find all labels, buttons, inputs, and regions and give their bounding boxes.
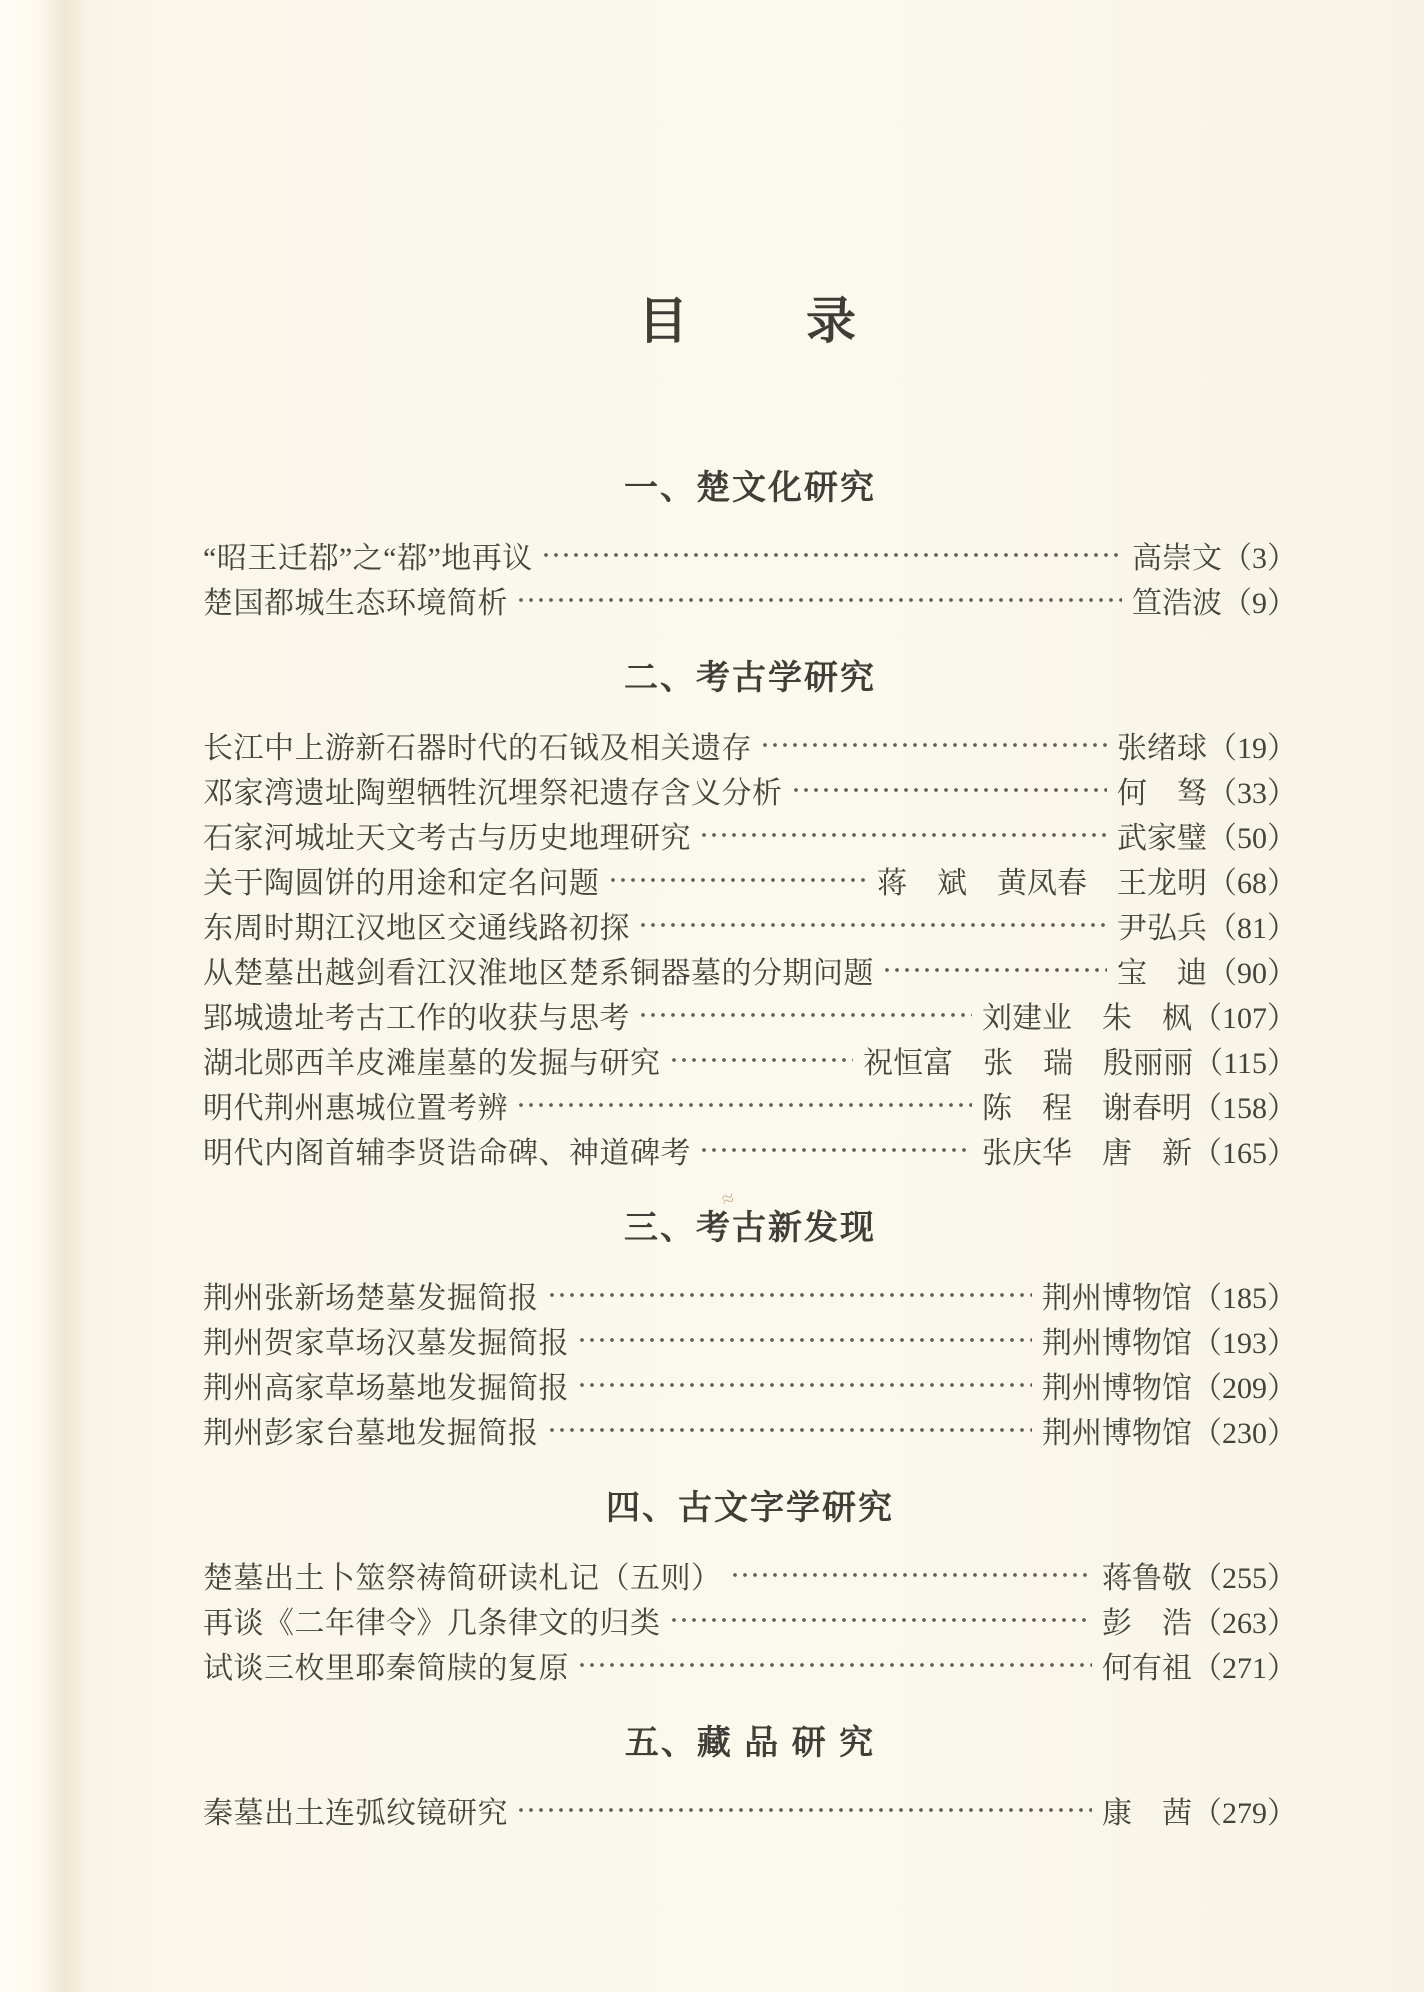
entry-title: 荆州彭家台墓地发掘简报 (203, 1416, 539, 1450)
entry-title: 明代荆州惠城位置考辨 (203, 1091, 508, 1125)
entry-title: 郢城遗址考古工作的收获与思考 (203, 1001, 630, 1035)
toc-entry (203, 1407, 1297, 1452)
entry-authors: 笪浩波 (1132, 586, 1222, 620)
entry-page-number: （50） (1207, 821, 1297, 855)
entry-authors: 刘建业 朱 枫 (982, 1001, 1192, 1035)
entry-title: 荆州高家草场墓地发掘简报 (203, 1371, 569, 1405)
entry-page-number: （158） (1192, 1091, 1297, 1125)
entry-authors: 张绪球 (1117, 731, 1207, 765)
entry-authors: 何 驽 (1117, 776, 1207, 810)
entry-authors: 祝恒富 张 瑞 殷丽丽 (863, 1046, 1194, 1080)
dot-leader (541, 532, 1122, 577)
entry-authors: 张庆华 唐 新 (982, 1136, 1192, 1170)
entry-title: 关于陶圆饼的用途和定名问题 (203, 866, 600, 900)
toc-entry (203, 1787, 1297, 1832)
entry-title: 东周时期江汉地区交通线路初探 (203, 911, 630, 945)
dot-leader (638, 902, 1107, 947)
dot-leader (516, 577, 1122, 622)
dot-leader (669, 1037, 854, 1082)
toc-entry (203, 722, 1297, 767)
toc-entry (203, 1082, 1297, 1127)
dot-leader (547, 1272, 1033, 1317)
entry-title: 秦墓出土连弧纹镜研究 (203, 1796, 508, 1830)
entry-authors: 宝 迪 (1117, 956, 1207, 990)
entry-authors: 彭 浩 (1102, 1606, 1192, 1640)
dot-leader (882, 947, 1107, 992)
entry-authors: 尹弘兵 (1117, 911, 1207, 945)
toc-entry (203, 577, 1297, 622)
section-heading: 五、藏 品 研 究 (624, 1724, 876, 1762)
toc-entry (203, 812, 1297, 857)
entry-page-number: （255） (1192, 1561, 1297, 1595)
entry-page-number: （263） (1192, 1606, 1297, 1640)
entry-authors: 荆州博物馆 (1042, 1371, 1192, 1405)
toc-sections (203, 468, 1297, 1832)
entry-page-number: （279） (1192, 1796, 1297, 1830)
dot-leader (547, 1407, 1033, 1452)
toc-section (203, 658, 1297, 1172)
toc-entry (203, 1642, 1297, 1687)
section-entries (203, 1552, 1297, 1687)
section-heading: 一、楚文化研究 (624, 469, 876, 507)
section-heading: 三、考古新发现 (624, 1209, 876, 1247)
entry-title: 湖北郧西羊皮滩崖墓的发掘与研究 (203, 1046, 661, 1080)
scan-artifact: ≈ (719, 1184, 737, 1213)
entry-page-number: （165） (1192, 1136, 1297, 1170)
toc-entry (203, 1552, 1297, 1597)
toc-entry (203, 947, 1297, 992)
entry-page-number: （9） (1222, 586, 1297, 620)
toc-entry (203, 767, 1297, 812)
entry-title: 再谈《二年律令》几条律文的归类 (203, 1606, 661, 1640)
entry-page-number: （3） (1222, 541, 1297, 575)
entry-page-number: （90） (1207, 956, 1297, 990)
entry-authors: 何有祖 (1102, 1651, 1192, 1685)
entry-authors: 蒋鲁敬 (1102, 1561, 1192, 1595)
dot-leader (516, 1787, 1092, 1832)
dot-leader (760, 722, 1107, 767)
entry-authors: 荆州博物馆 (1042, 1281, 1192, 1315)
section-heading: 四、古文字学研究 (606, 1489, 894, 1527)
dot-leader (577, 1317, 1032, 1362)
toc-section (203, 468, 1297, 622)
entry-title: 从楚墓出越剑看江汉淮地区楚系铜器墓的分期问题 (203, 956, 874, 990)
dot-leader (791, 767, 1108, 812)
entry-title: “昭王迁鄀”之“鄀”地再议 (203, 541, 533, 575)
dot-leader (577, 1362, 1032, 1407)
dot-leader (730, 1552, 1093, 1597)
entry-authors: 高崇文 (1132, 541, 1222, 575)
entry-title: 石家河城址天文考古与历史地理研究 (203, 821, 691, 855)
entry-title: 荆州张新场楚墓发掘简报 (203, 1281, 539, 1315)
toc-entry (203, 857, 1297, 902)
dot-leader (608, 857, 868, 902)
dot-leader (516, 1082, 972, 1127)
toc-entry (203, 1127, 1297, 1172)
toc-entry (203, 992, 1297, 1037)
section-entries (203, 532, 1297, 622)
entry-page-number: （271） (1192, 1651, 1297, 1685)
entry-authors: 荆州博物馆 (1042, 1326, 1192, 1360)
toc-section (203, 1488, 1297, 1687)
entry-title: 长江中上游新石器时代的石钺及相关遗存 (203, 731, 752, 765)
toc-entry (203, 1317, 1297, 1362)
entry-title: 楚国都城生态环境简析 (203, 586, 508, 620)
toc-section (203, 1208, 1297, 1452)
entry-title: 明代内阁首辅李贤诰命碑、神道碑考 (203, 1136, 691, 1170)
dot-leader (699, 812, 1107, 857)
toc-entry (203, 532, 1297, 577)
entry-page-number: （68） (1207, 866, 1297, 900)
entry-authors: 荆州博物馆 (1042, 1416, 1192, 1450)
toc-entry (203, 1362, 1297, 1407)
section-entries (203, 1272, 1297, 1452)
entry-page-number: （107） (1192, 1001, 1297, 1035)
entry-authors: 蒋 斌 黄凤春 王龙明 (877, 866, 1207, 900)
entry-page-number: （209） (1192, 1371, 1297, 1405)
section-entries (203, 1787, 1297, 1832)
entry-title: 荆州贺家草场汉墓发掘简报 (203, 1326, 569, 1360)
entry-page-number: （185） (1192, 1281, 1297, 1315)
entry-page-number: （230） (1192, 1416, 1297, 1450)
entry-title: 试谈三枚里耶秦简牍的复原 (203, 1651, 569, 1685)
dot-leader (669, 1597, 1093, 1642)
section-heading: 二、考古学研究 (624, 659, 876, 697)
entry-page-number: （33） (1207, 776, 1297, 810)
toc-entry (203, 1037, 1297, 1082)
dot-leader (577, 1642, 1092, 1687)
entry-page-number: （115） (1193, 1046, 1297, 1080)
dot-leader (699, 1127, 972, 1172)
toc-entry (203, 1597, 1297, 1642)
section-entries (203, 722, 1297, 1172)
entry-authors: 武家璧 (1117, 821, 1207, 855)
toc-entry (203, 1272, 1297, 1317)
entry-title: 楚墓出土卜筮祭祷简研读札记（五则） (203, 1561, 722, 1595)
toc-section (203, 1723, 1297, 1832)
dot-leader (638, 992, 972, 1037)
toc-entry (203, 902, 1297, 947)
entry-page-number: （19） (1207, 731, 1297, 765)
entry-title: 邓家湾遗址陶塑牺牲沉埋祭祀遗存含义分析 (203, 776, 783, 810)
entry-page-number: （193） (1192, 1326, 1297, 1360)
entry-authors: 陈 程 谢春明 (982, 1091, 1192, 1125)
entry-authors: 康 茜 (1102, 1796, 1192, 1830)
entry-page-number: （81） (1207, 911, 1297, 945)
page-title: 目 录 (638, 293, 862, 349)
